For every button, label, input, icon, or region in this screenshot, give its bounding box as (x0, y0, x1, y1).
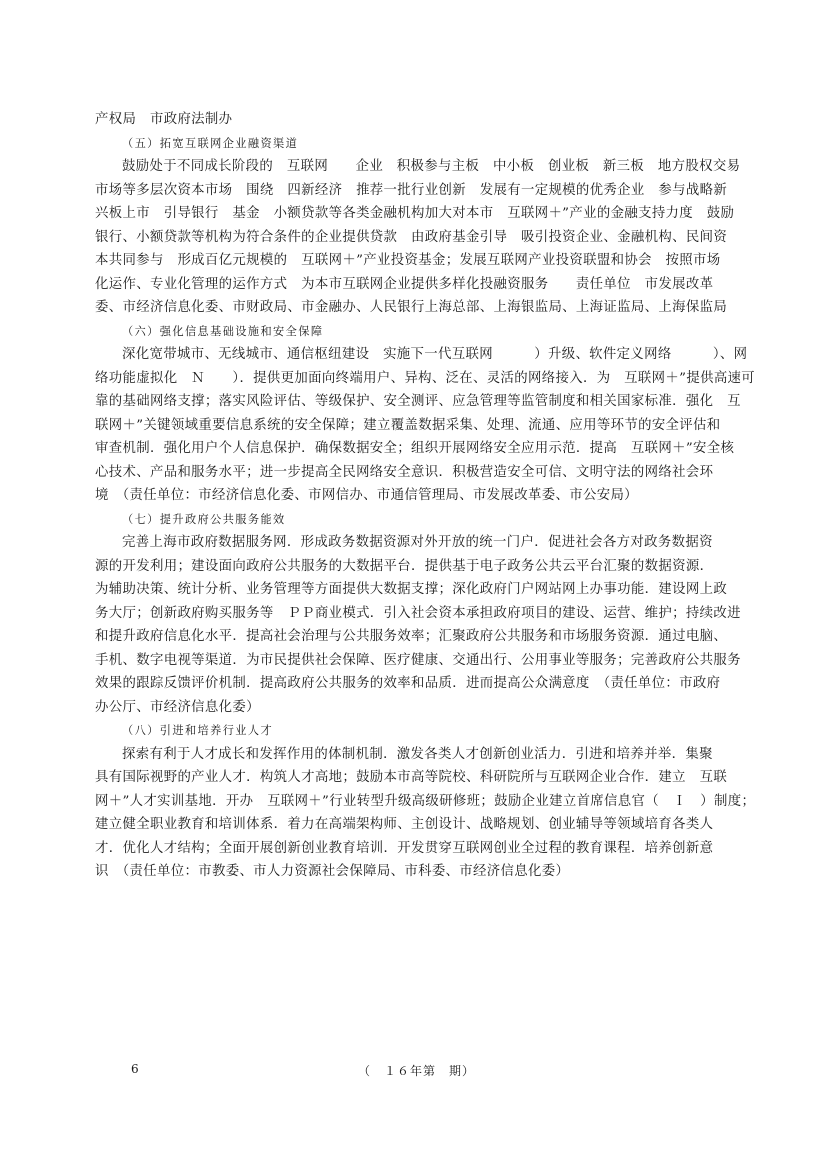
paragraph-line: 具有国际视野的产业人才．构筑人才高地；鼓励本市高等院校、科研院所与互联网企业合作．建立 互联 (95, 770, 728, 785)
paragraph-line: 务大厅；创新政府购买服务等 ＰＰ商业模式．引入社会资本承担政府项目的建设、运营、维护；持续改进 (95, 605, 741, 621)
paragraph-line: 源的开发利用；建设面向政府公共服务的大数据平台．提供基于电子政务公共云平台汇聚的数据资源． (95, 558, 714, 574)
paragraph-line: 心技术、产品和服务水平；进一步提高全民网络安全意识．积极营造安全可信、文明守法的网络社会环 (95, 464, 714, 480)
paragraph-line: 联网＋”关键领域重要信息系统的安全保障；建立覆盖数据采集、处理、流通、应用等环节的安全评估和 (95, 417, 721, 433)
paragraph-line: 鼓励处于不同成长阶段的 互联网 企业 积极参与主板 中小板 创业板 新三板 地方股权交易 (122, 159, 741, 174)
issue-label: （ １６年第 期） (358, 1064, 476, 1078)
paragraph-line: 本共同参与 形成百亿元规模的 互联网＋”产业投资基金；发展互联网产业投资联盟和协会 按照市场 (95, 253, 721, 268)
paragraph-line: 效果的跟踪反馈评价机制．提高政府公共服务的效率和品质．进而提高公众满意度 （责任单位：市政府 (95, 676, 721, 691)
paragraph-line: 靠的基础网络支撑；落实风险评估、等级保护、安全测评、应急管理等监管制度和相关国家标准．强化 互 (95, 394, 741, 409)
paragraph-line: 手机、数字电视等渠道．为市民提供社会保障、医疗健康、交通出行、公用事业等服务；完善政府公共服务 (95, 652, 741, 668)
paragraph-line: 化运作、专业化管理的运作方式 为本市互联网企业提供多样化投融资服务 责任单位 市发展改革 (95, 276, 714, 292)
page-number: 6 (131, 1062, 140, 1076)
paragraph-line: 和提升政府信息化水平．提高社会治理与公共服务效率；汇聚政府公共服务和市场服务资源．通过电脑、 (95, 629, 728, 644)
paragraph-line: 市场等多层次资本市场 围绕 四新经济 推荐一批行业创新 发展有一定规模的优秀企业 参与战略新 (95, 182, 728, 198)
paragraph-line: 完善上海市政府数据服务网．形成政务数据资源对外开放的统一门户．促进社会各方对政务数据资 (122, 535, 713, 550)
paragraph-line: 络功能虚拟化 Ｎ ）．提供更加面向终端用户、异构、泛在、灵活的网络接入．为 互联网＋”提供高速可 (95, 370, 756, 386)
paragraph-line: 兴板上市 引导银行 基金 小额贷款等各类金融机构加大对本市 互联网＋”产业的金融支持力度 鼓励 (95, 206, 735, 221)
paragraph-line: 建立健全职业教育和培训体系．着力在高端架构师、主创设计、战略规划、创业辅导等领域培育各类人 (95, 817, 714, 832)
paragraph-line: 委、市经济信息化委、市财政局、市金融办、人民银行上海总部、上海银监局、上海证监局、上海保监局 (95, 300, 728, 315)
paragraph-line: 办公厅、市经济信息化委） (95, 699, 260, 715)
document-body (95, 108, 756, 884)
paragraph-line: 产权局 市政府法制办 (95, 112, 233, 127)
paragraph-line: 识 （责任单位：市教委、市人力资源社会保障局、市科委、市经济信息化委） (95, 864, 570, 879)
paragraph-line: 网＋”人才实训基地．开办 互联网＋”行业转型升级高级研修班；鼓励企业建立首席信息官（ Ｉ ）制度； (95, 793, 756, 809)
section-heading: （七）提升政府公共服务能效 (122, 512, 286, 526)
paragraph-line: 为辅助决策、统计分析、业务管理等方面提供大数据支撑；深化政府门户网站网上办事功能．建设网上政 (95, 582, 728, 597)
section-heading: （六）强化信息基础设施和安全保障 (122, 324, 324, 338)
section-heading: （八）引进和培养行业人才 (122, 724, 274, 737)
section-heading: （五）拓宽互联网企业融资渠道 (122, 136, 299, 150)
paragraph-line: 才．优化人才结构；全面开展创新创业教育培训．开发贯穿互联网创业全过程的教育课程．培养创新意 (95, 840, 714, 856)
paragraph-line: 深化宽带城市、无线城市、通信枢纽建设 实施下一代互联网 ）升级、软件定义网络 ）、网 (122, 347, 748, 362)
paragraph-line: 境 （责任单位：市经济信息化委、市网信办、市通信管理局、市发展改革委、市公安局） (95, 488, 638, 503)
paragraph-line: 探索有利于人才成长和发挥作用的体制机制．激发各类人才创新创业活力．引进和培养并举．集聚 (122, 746, 713, 762)
paragraph-line: 审查机制．强化用户个人信息保护．确保数据安全；组织开展网络安全应用示范．提高 互联网＋”安全核 (95, 441, 735, 456)
paragraph-line: 银行、小额贷款等机构为符合条件的企业提供贷款 由政府基金引导 吸引投资企业、金融机构、民间资 (95, 229, 728, 245)
